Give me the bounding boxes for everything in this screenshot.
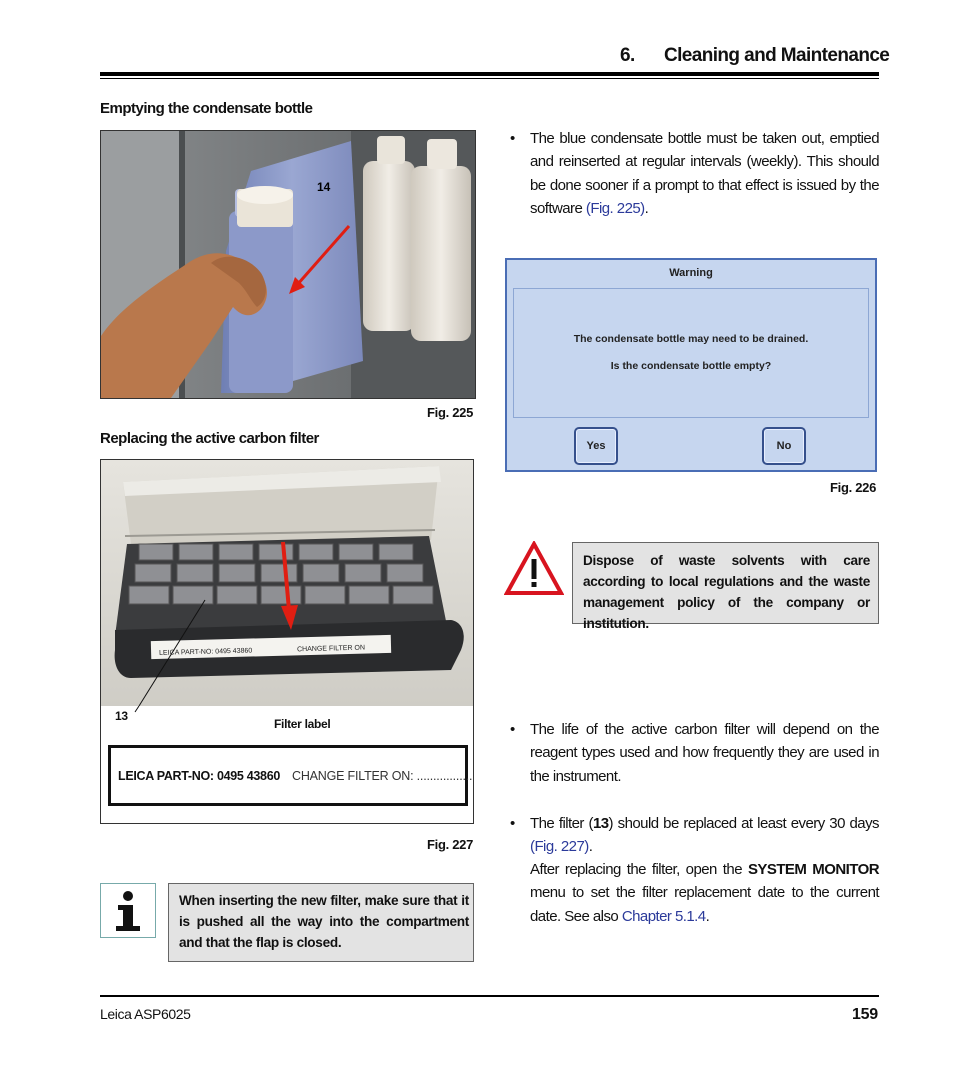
link-fig227[interactable]: (Fig. 227) bbox=[530, 838, 589, 856]
section-title-text: Cleaning and Maintenance bbox=[664, 45, 890, 66]
fig225-caption: Fig. 225 bbox=[427, 405, 474, 420]
section-number: 6. bbox=[620, 45, 635, 66]
text-segment: The filter ( bbox=[530, 815, 593, 832]
bullet: • bbox=[510, 130, 515, 147]
filter-label-change: CHANGE FILTER ON: ................. bbox=[292, 769, 473, 783]
bullet: • bbox=[510, 721, 515, 738]
callout-ref-13: 13 bbox=[592, 815, 609, 832]
link-chapter[interactable]: Chapter 5.1.4 bbox=[621, 907, 706, 925]
menu-name-system-monitor: SYSTEM MONITOR bbox=[747, 861, 879, 878]
header-rule bbox=[100, 72, 879, 76]
info-icon bbox=[100, 883, 156, 938]
callout-13: 13 bbox=[115, 709, 128, 723]
paragraph-condensate-text: The blue condensate bottle must be taken out, emptied and reinserted at regular intervals (weekly). This should be done sooner if a prompt to that effect is issued by the software bbox=[530, 130, 879, 217]
yes-button[interactable]: Yes bbox=[574, 427, 618, 465]
text-segment: menu to set the filter replacement date to the current date. See also bbox=[530, 884, 879, 925]
fig226-caption: Fig. 226 bbox=[830, 480, 877, 495]
paragraph-filter-replace bbox=[510, 812, 880, 859]
warning-note-text: Dispose of waste solvents with care according to local regulations and the waste management policy of the company or institution. bbox=[583, 553, 870, 631]
link-fig225[interactable]: (Fig. 225) bbox=[585, 199, 645, 217]
dialog-line2: Is the condensate bottle empty? bbox=[610, 360, 772, 372]
photo-label-part: LEICA PART-NO: 0495 43860 bbox=[159, 647, 253, 657]
text-segment: After replacing the filter, open the bbox=[530, 861, 748, 878]
footer-rule bbox=[100, 995, 879, 997]
filter-label-caption: Filter label bbox=[274, 717, 331, 731]
dialog-title: Warning bbox=[669, 267, 713, 279]
paragraph-filter-life-text: The life of the active carbon filter will depend on the reagent types used and how frequently they are used in the instrument. bbox=[530, 721, 879, 785]
filter-label-sample bbox=[108, 745, 473, 806]
paragraph-filter-life bbox=[510, 718, 879, 788]
dialog-line1: The condensate bottle may need to be drained. bbox=[573, 333, 809, 345]
section-title bbox=[620, 45, 889, 67]
paragraph-condensate-end: . bbox=[644, 199, 649, 217]
info-note-text: When inserting the new filter, make sure that it is pushed all the way into the compartment and that the flap is closed. bbox=[179, 893, 469, 950]
callout-leader-line bbox=[101, 706, 161, 720]
page-number: 159 bbox=[852, 1006, 878, 1023]
heading-filter: Replacing the active carbon filter bbox=[100, 430, 319, 447]
warning-dialog bbox=[505, 258, 877, 472]
text-segment: . bbox=[705, 907, 710, 925]
photo-carbon-filter bbox=[101, 460, 473, 706]
dialog-message-panel bbox=[513, 288, 869, 418]
bullet: • bbox=[510, 815, 515, 832]
text-segment: ) should be replaced at least every 30 days bbox=[608, 815, 880, 832]
paragraph-system-monitor bbox=[530, 858, 879, 928]
warning-triangle-icon bbox=[504, 541, 564, 597]
photo-label-change: CHANGE FILTER ON bbox=[296, 644, 366, 654]
info-note-box bbox=[168, 883, 474, 962]
warning-note-box bbox=[572, 542, 879, 631]
filter-label-part: LEICA PART-NO: 0495 43860 bbox=[118, 769, 281, 783]
heading-condensate: Emptying the condensate bottle bbox=[100, 100, 313, 117]
text-segment: . bbox=[588, 838, 593, 856]
condensate-bottle-illustration bbox=[101, 131, 475, 398]
paragraph-condensate bbox=[510, 127, 879, 220]
header-rule-thin bbox=[100, 78, 879, 79]
footer-product: Leica ASP6025 bbox=[100, 1006, 191, 1022]
carbon-filter-illustration bbox=[101, 460, 473, 706]
callout-14: 14 bbox=[317, 180, 331, 194]
no-button[interactable]: No bbox=[762, 427, 806, 465]
photo-condensate-bottle bbox=[100, 130, 476, 399]
fig227-caption: Fig. 227 bbox=[427, 837, 474, 852]
